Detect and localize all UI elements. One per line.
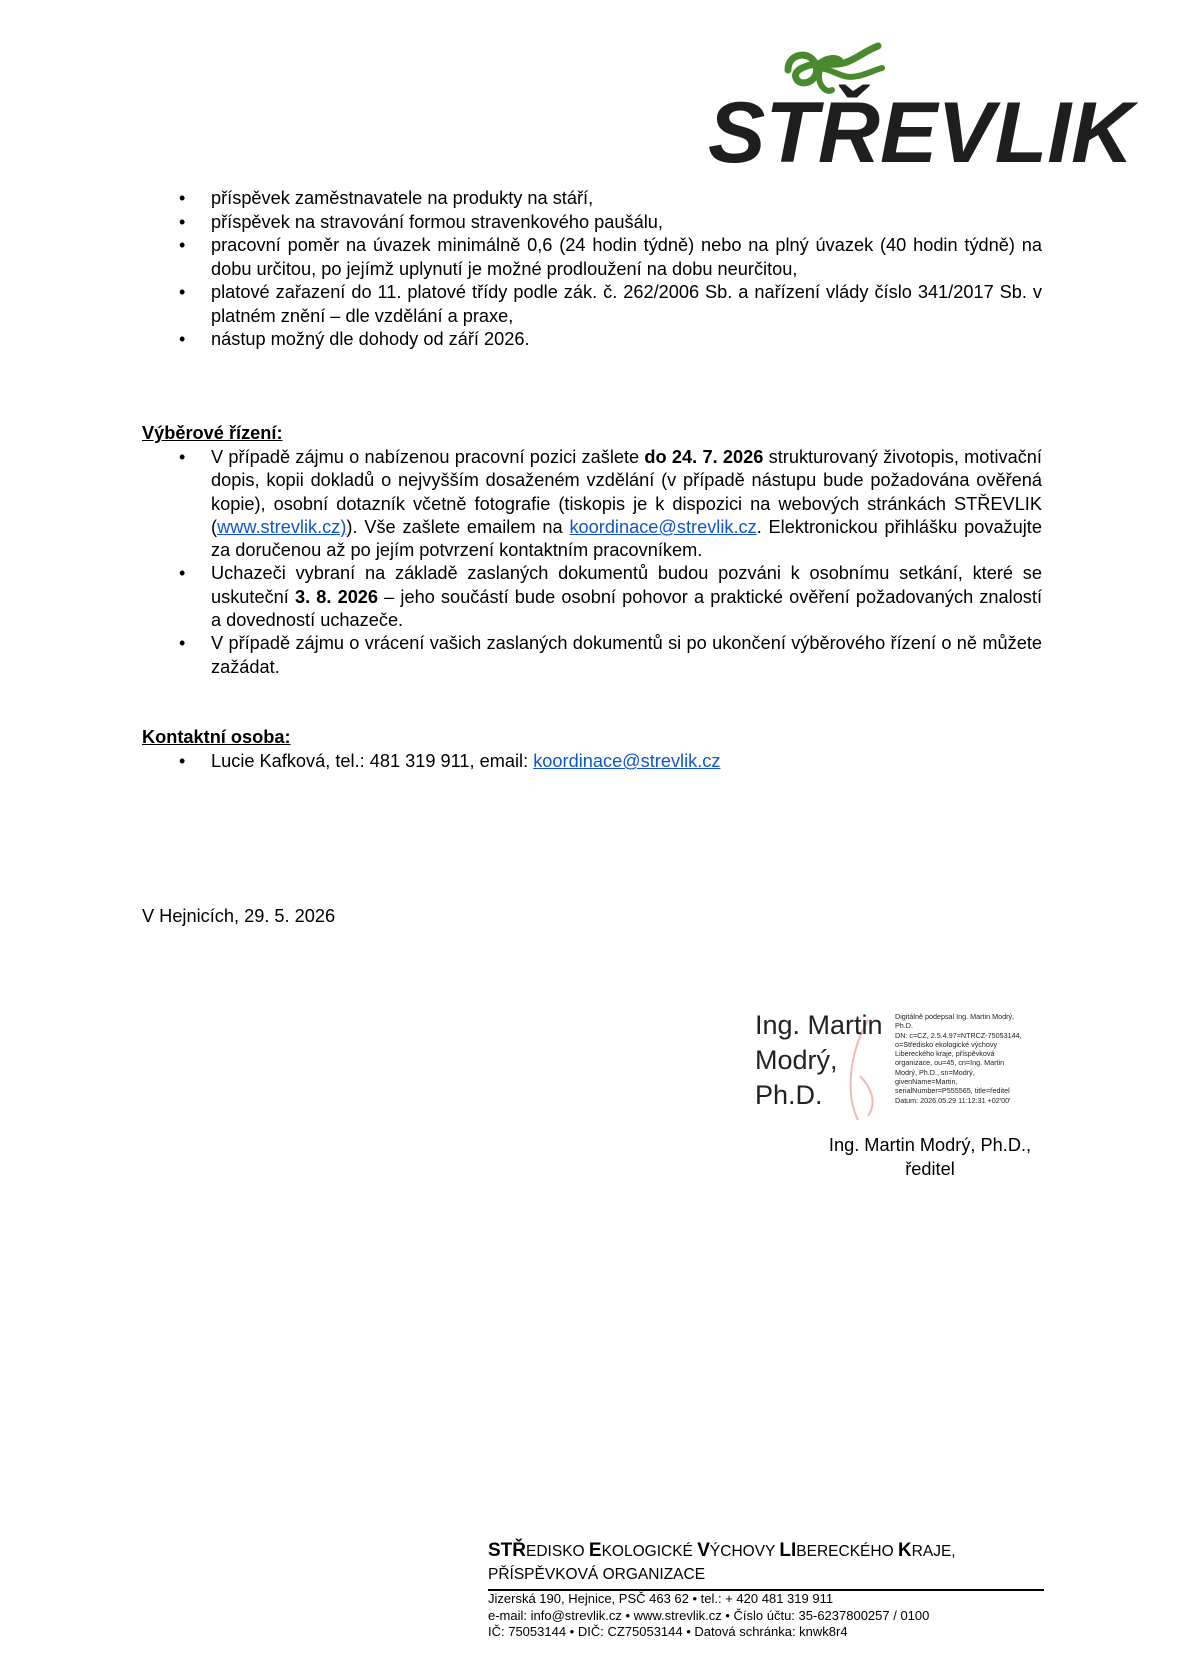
- selection-list: [142, 446, 1042, 679]
- org-name-part: E: [588, 1540, 602, 1561]
- signature-detail-line: Modrý, Ph.D., sn=Modrý,: [895, 1067, 975, 1077]
- org-name-part: V: [697, 1540, 710, 1561]
- footer-address: Jizerská 190, Hejnice, PSČ 463 62 • tel.: + 420 481 319 911: [488, 1591, 834, 1606]
- list-item: • V případě zájmu o vrácení vašich zaslaných dokumentů si po ukončení výběrového řízení o ně můžete zažádat.: [142, 632, 1042, 679]
- logo-text: STŘEVLIK: [708, 85, 1134, 181]
- contact-email-link[interactable]: koordinace@strevlik.cz: [533, 751, 721, 771]
- signature-detail-line: givenName=Martin,: [895, 1077, 958, 1087]
- signature-detail-line: o=Středisko ekologické výchovy: [895, 1039, 998, 1049]
- signatory-title: ředitel: [905, 1159, 955, 1179]
- org-name-part: RAJE,: [911, 1543, 956, 1560]
- strevlik-logo: [708, 40, 1134, 181]
- contact-list: [142, 750, 1042, 773]
- deadline-date: do 24. 7. 2026: [644, 447, 764, 467]
- contact-heading: Kontaktní osoba:: [142, 727, 291, 747]
- list-item: • příspěvek zaměstnavatele na produkty na stáří,: [142, 187, 1042, 211]
- list-item: • pracovní poměr na úvazek minimálně 0,6 (24 hodin týdně) nebo na plný úvazek (40 hodin týdně) na dobu určitou, po jejímž uplynutí je možné prodloužení na dobu neurčitou,: [142, 234, 1042, 281]
- list-item: [142, 562, 1042, 632]
- text: strukturovaný životopis, motivační dopis, kopii dokladů o nejvyšším dosaženém vzdělání (v případě nástupu bude požadována ověřená kopie), osobní dotazník včetně fotografie (tiskopis je k dispozici na webových stránkách STŘEVLIK (: [211, 447, 1042, 537]
- list-item: [142, 750, 1042, 773]
- org-name-part: LI: [779, 1540, 797, 1561]
- signature-detail-line: Ph.D.: [895, 1021, 913, 1031]
- signature-detail-line: organizace, ou=45, cn=Ing. Martin: [895, 1058, 1005, 1068]
- org-name-part: ÝCHOVY: [709, 1543, 780, 1560]
- signatory-name: Ing. Martin Modrý, Ph.D.,: [828, 1135, 1032, 1155]
- digital-signature-details: [895, 1012, 1025, 1105]
- footer-contacts: e-mail: info@strevlik.cz • www.strevlik.cz • Číslo účtu: 35-6237800257 / 0100: [488, 1607, 930, 1623]
- signature-line: Modrý,: [755, 1045, 838, 1075]
- signature-detail-line: Datum: 2026.05.29 11:12:31 +02'00': [895, 1095, 1011, 1105]
- interview-date: 3. 8. 2026: [294, 586, 379, 607]
- list-item: • příspěvek na stravování formou stravenkového paušálu,: [142, 211, 1042, 235]
- org-name-part: ST: [488, 1540, 513, 1561]
- signature-line: Ing. Martin: [755, 1010, 883, 1040]
- list-item: • nástup možný dle dohody od září 2026.: [142, 328, 1042, 352]
- org-name-part: KOLOGICKÉ: [601, 1543, 698, 1560]
- list-item: • platové zařazení do 11. platové třídy podle zák. č. 262/2006 Sb. a nařízení vlády číslo 341/2017 Sb. v platném znění – dle vzdělání a praxe,: [142, 281, 1042, 328]
- list-item: [142, 446, 1042, 562]
- email-link[interactable]: koordinace@strevlik.cz: [569, 516, 757, 537]
- website-link[interactable]: www.strevlik.cz): [217, 516, 347, 537]
- signature-detail-line: serialNumber=P555565, title=ředitel: [895, 1086, 1010, 1096]
- organization-type: PŘÍSPĚVKOVÁ ORGANIZACE: [488, 1564, 1044, 1591]
- organization-name: [488, 1538, 1044, 1564]
- footer: [488, 1538, 1044, 1641]
- text: . Elektronickou přihlášku považujte za doručenou až po jejím potvrzení kontaktním pracovníkem.: [211, 516, 1042, 561]
- text: ). Vše zašlete emailem na: [346, 516, 570, 537]
- org-name-part: K: [897, 1540, 912, 1561]
- signature-detail-line: Libereckého kraje, příspěvková: [895, 1049, 995, 1059]
- benefits-list: [142, 187, 1042, 352]
- signature-line: Ph.D.: [755, 1080, 823, 1110]
- org-name-part: Ř: [512, 1540, 527, 1561]
- signature-detail-line: Digitálně podepsal Ing. Martin Modrý,: [895, 1012, 1015, 1021]
- text: V případě zájmu o nabízenou pracovní pozici zašlete: [211, 447, 645, 467]
- signature-detail-line: DN: c=CZ, 2.5.4.97=NTRCZ-75053144,: [895, 1030, 1022, 1040]
- signature-name: [755, 1008, 883, 1113]
- signatory: [790, 1133, 1070, 1181]
- text: – jeho součástí bude osobní pohovor a praktické ověření požadovaných znalostí a dovedností uchazeče.: [211, 586, 1043, 631]
- footer-ids: IČ: 75053144 • DIČ: CZ75053144 • Datová schránka: knwk8r4: [488, 1624, 848, 1639]
- selection-heading: Výběrové řízení:: [142, 423, 283, 443]
- org-name-part: BERECKÉHO: [796, 1543, 898, 1560]
- org-name-part: EDISKO: [526, 1543, 589, 1560]
- place-date: V Hejnicích, 29. 5. 2026: [142, 906, 336, 926]
- text: Uchazeči vybraní na základě zaslaných dokumentů budou pozváni k osobnímu setkání, které se uskuteční: [211, 563, 1042, 607]
- contact-text: Lucie Kafková, tel.: 481 319 911, email:: [211, 751, 534, 771]
